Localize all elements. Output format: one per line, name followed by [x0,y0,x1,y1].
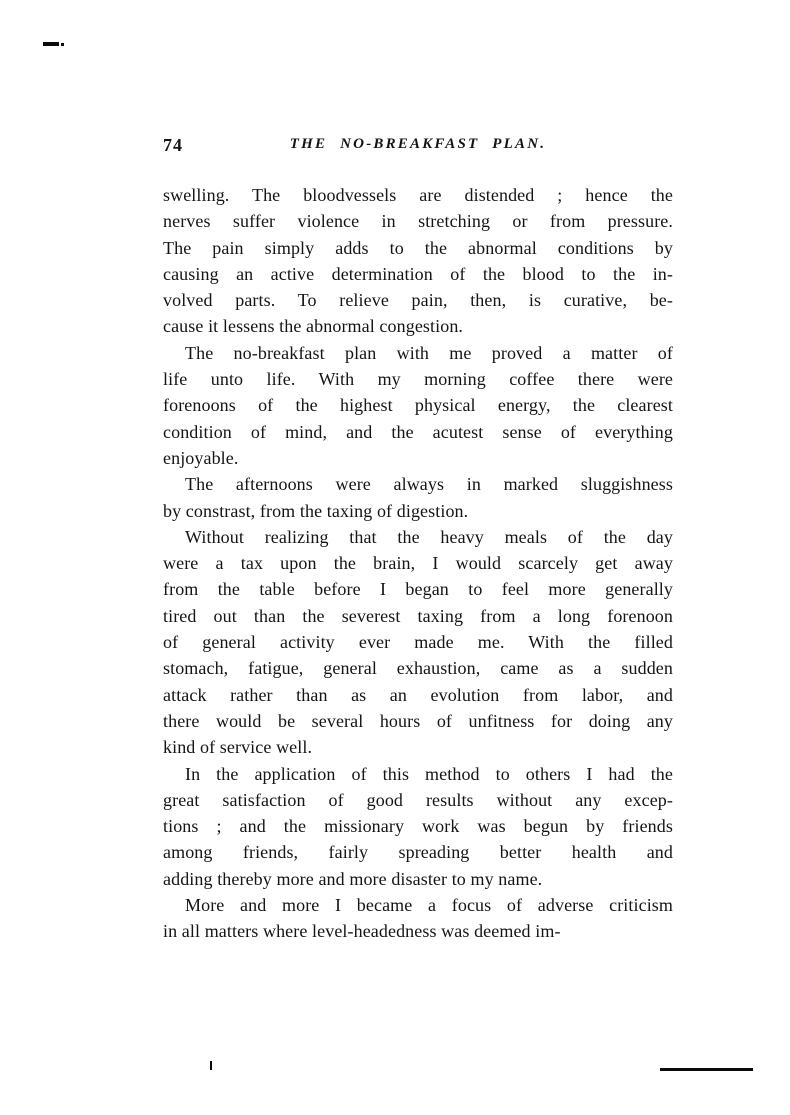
text-line: The no-breakfast plan with me proved a matter of [185,342,673,363]
text-line: tions ; and the missionary work was begun by friends [163,816,673,837]
text-line: In the application of this method to others I had the [185,763,673,784]
text-line: condition of mind, and the acutest sense of everything [163,421,673,442]
text-line: forenoons of the highest physical energy, the clearest [163,395,673,416]
text-line: tired out than the severest taxing from a long forenoon [163,605,673,626]
text-line: great satisfaction of good results without any excep- [163,789,673,810]
paragraph [163,761,673,892]
scan-mark-tick [210,1061,212,1070]
paragraph [163,471,673,524]
text-line: from the table before I began to feel more generally [163,579,673,600]
text-line: nerves suffer violence in stretching or from pressure. [163,211,673,232]
text-line: swelling. The bloodvessels are distended ; hence the [163,185,673,205]
text-line: The afternoons were always in marked sluggishness [185,474,673,495]
paragraph [163,524,673,761]
text-line: life unto life. With my morning coffee there were [163,369,673,390]
text-line: volved parts. To relieve pain, then, is curative, be- [163,290,673,311]
text-line: cause it lessens the abnormal congestion. [163,316,464,337]
text-line: were a tax upon the brain, I would scarcely get away [163,553,673,574]
text-line: attack rather than as an evolution from labor, and [163,684,673,705]
text-line: causing an active determination of the blood to the in- [163,263,673,284]
scan-mark-dot [61,43,64,46]
paragraph [163,182,673,340]
running-header [163,135,673,159]
text-line: Without realizing that the heavy meals of the day [185,526,673,547]
page-text [163,182,673,945]
text-line: there would be several hours of unfitness for doing any [163,710,673,731]
text-line: among friends, fairly spreading better health and [163,842,673,863]
text-line: stomach, fatigue, general exhaustion, came as a sudden [163,658,673,679]
text-line: by constrast, from the taxing of digestion. [163,500,469,521]
running-title: THE NO-BREAKFAST PLAN. [289,136,547,152]
text-line: The pain simply adds to the abnormal conditions by [163,237,673,258]
text-line: of general activity ever made me. With the filled [163,632,673,653]
text-line: enjoyable. [163,447,239,468]
text-line: kind of service well. [163,737,313,758]
page-number: 74 [163,135,183,155]
paragraph [163,892,673,945]
scan-mark-rule [660,1068,753,1071]
scan-mark-dash [43,42,59,46]
text-line: adding thereby more and more disaster to my name. [163,868,543,889]
text-line: in all matters where level-headedness was deemed im- [163,921,561,942]
text-line: More and more I became a focus of adverse criticism [185,895,673,916]
paragraph [163,340,673,471]
